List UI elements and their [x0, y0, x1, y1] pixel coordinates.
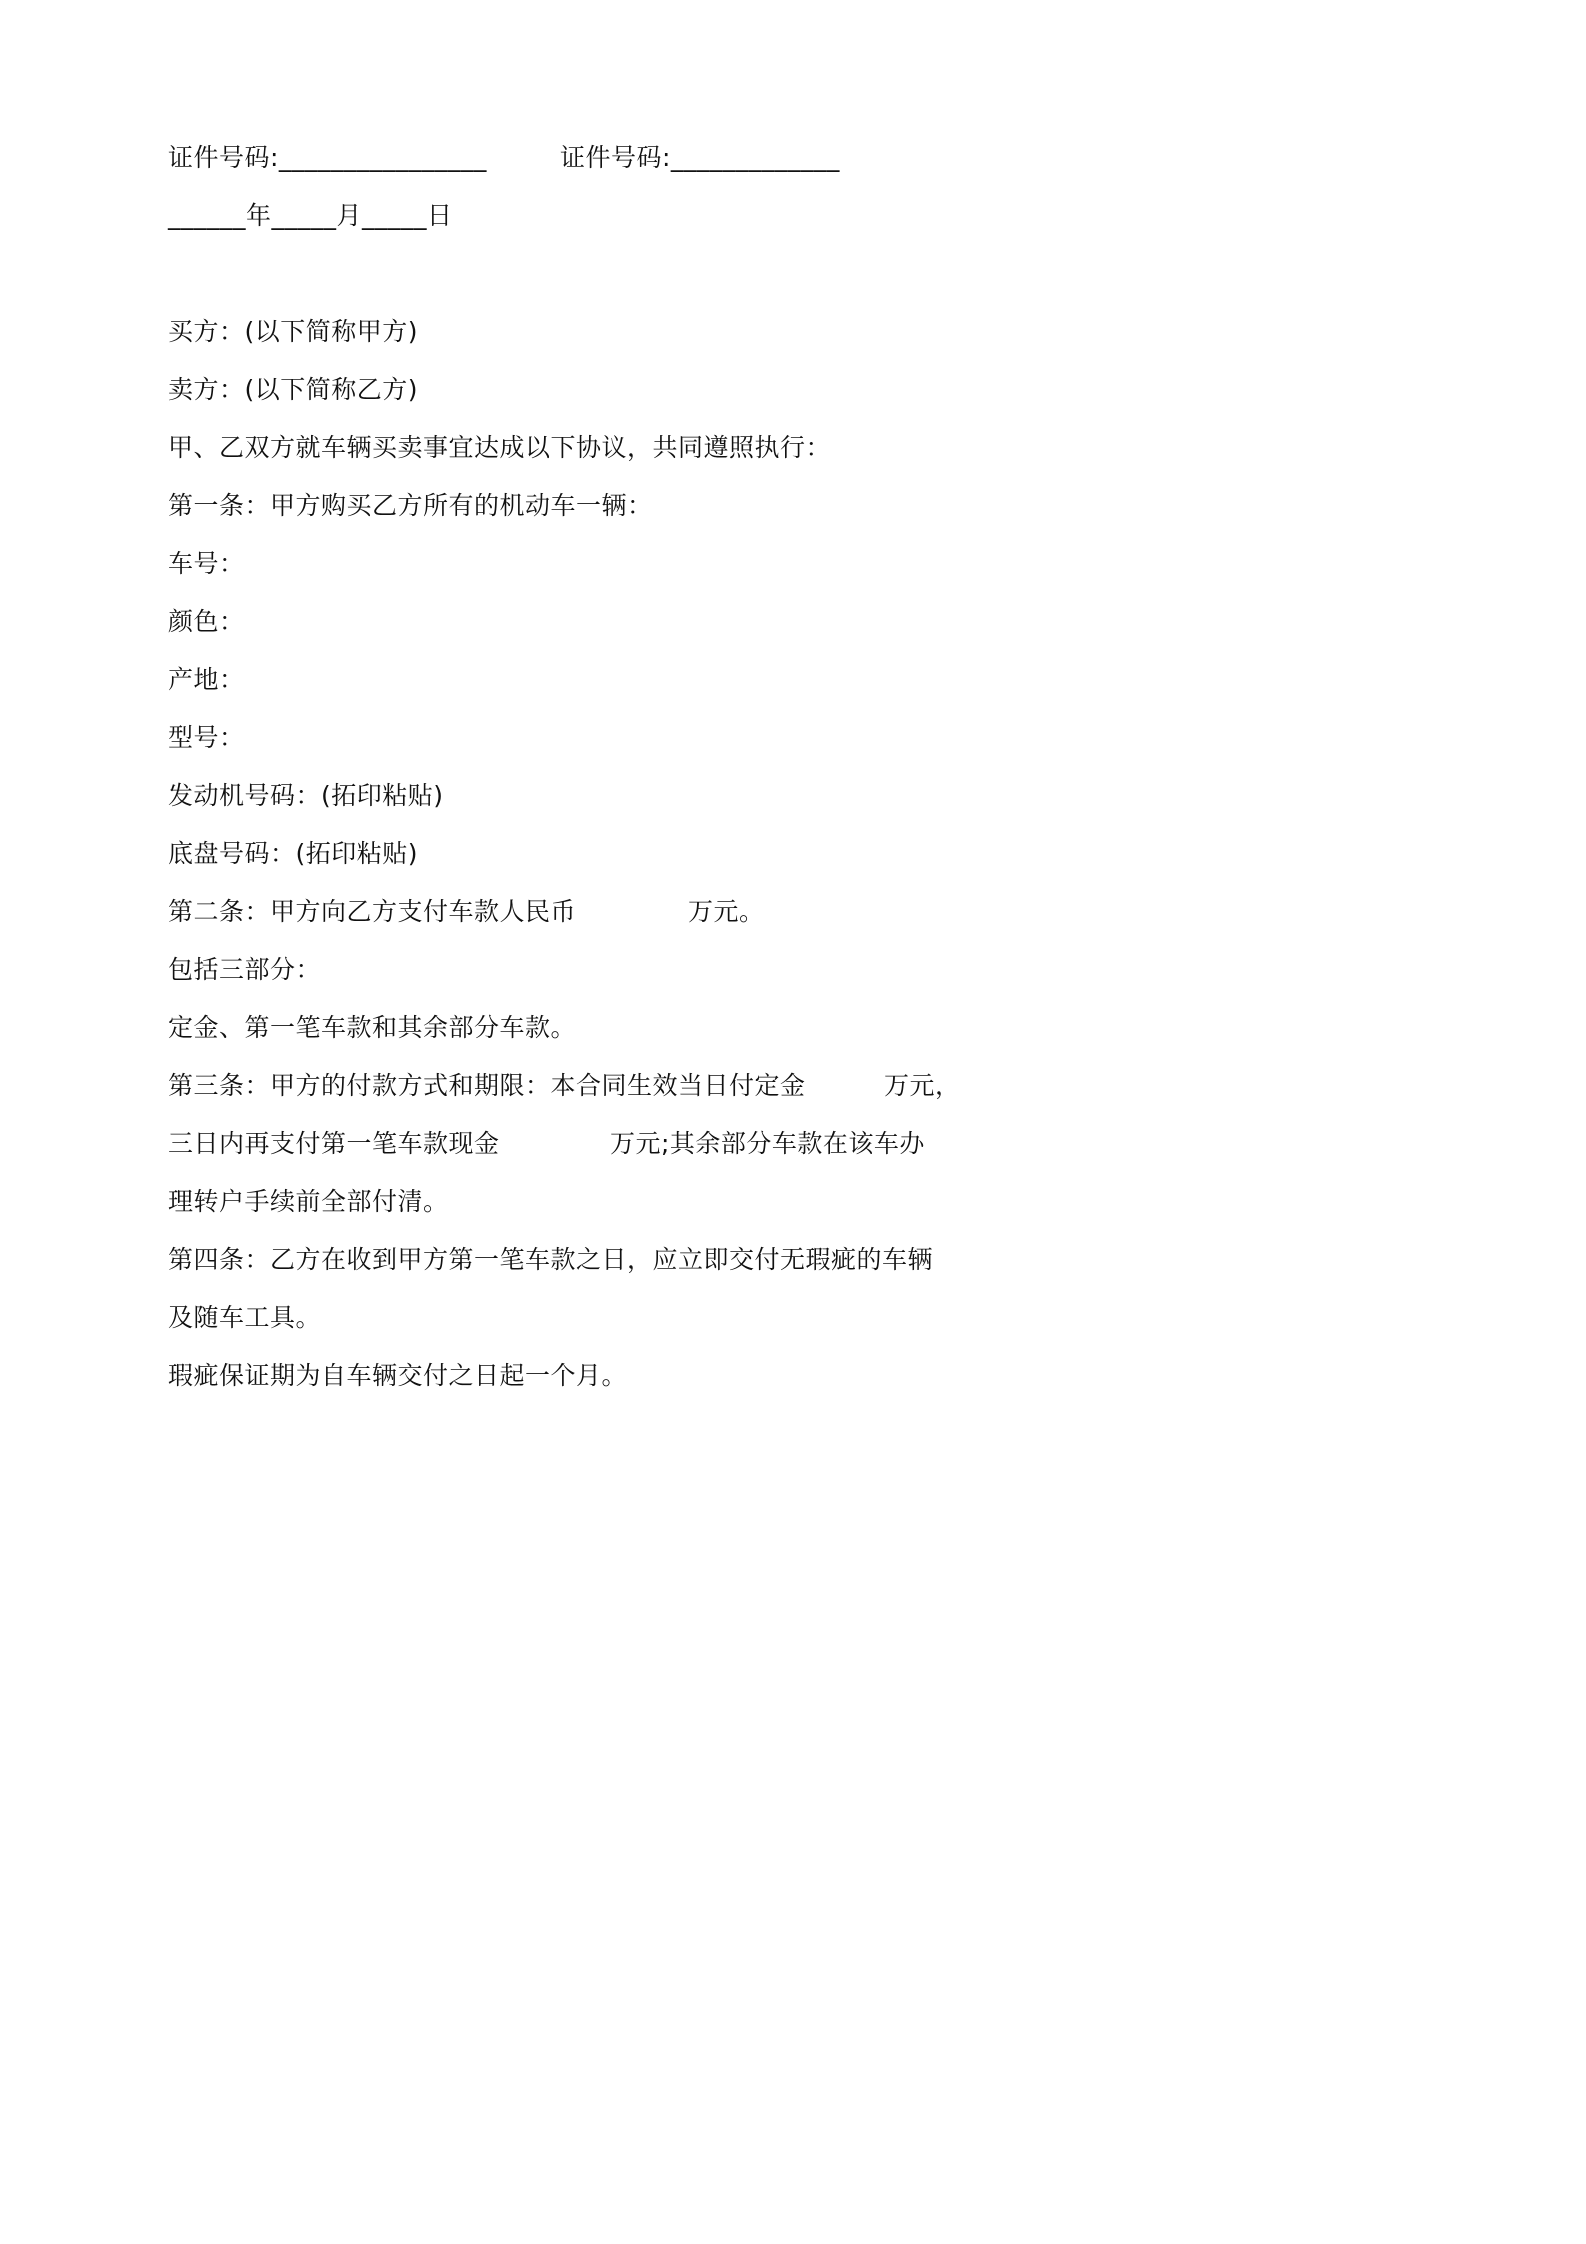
- date-line: ______年_____月_____日: [168, 201, 453, 230]
- article-2-text: 第二条：甲方向乙方支付车款人民币: [168, 897, 577, 926]
- article-3-line-3: 理转户手续前全部付清。: [168, 1187, 449, 1216]
- article-3-text-2b: 万元;其余部分车款在该车办: [610, 1129, 925, 1158]
- chassis-number-line: 底盘号码：(拓印粘贴): [168, 839, 419, 868]
- article-1-title: 第一条：甲方购买乙方所有的机动车一辆：: [168, 491, 653, 520]
- article-2-unit: 万元。: [688, 897, 765, 926]
- color-line: 颜色：: [168, 607, 245, 636]
- plate-number-line: 车号：: [168, 549, 245, 578]
- article-3-text-1a: 第三条：甲方的付款方式和期限：本合同生效当日付定金: [168, 1071, 806, 1100]
- article-4-line-2: 及随车工具。: [168, 1303, 322, 1332]
- id-number-right: 证件号码:_____________: [560, 143, 840, 172]
- article-3-text-1b: 万元，: [884, 1071, 961, 1100]
- seller-line: 卖方：(以下简称乙方): [168, 375, 419, 404]
- article-2-includes: 包括三部分：: [168, 955, 322, 984]
- warranty-line: 瑕疵保证期为自车辆交付之日起一个月。: [168, 1361, 628, 1390]
- origin-line: 产地：: [168, 665, 245, 694]
- document-page: [0, 0, 1106, 1566]
- article-4-line-1: 第四条：乙方在收到甲方第一笔车款之日，应立即交付无瑕疵的车辆: [168, 1245, 934, 1274]
- model-line: 型号：: [168, 723, 245, 752]
- intro-line: 甲、乙双方就车辆买卖事宜达成以下协议，共同遵照执行：: [168, 433, 832, 462]
- buyer-line: 买方：(以下简称甲方): [168, 317, 419, 346]
- engine-number-line: 发动机号码：(拓印粘贴): [168, 781, 444, 810]
- article-2-items: 定金、第一笔车款和其余部分车款。: [168, 1013, 577, 1042]
- article-3-text-2a: 三日内再支付第一笔车款现金: [168, 1129, 500, 1158]
- id-number-left: 证件号码:________________: [168, 143, 487, 172]
